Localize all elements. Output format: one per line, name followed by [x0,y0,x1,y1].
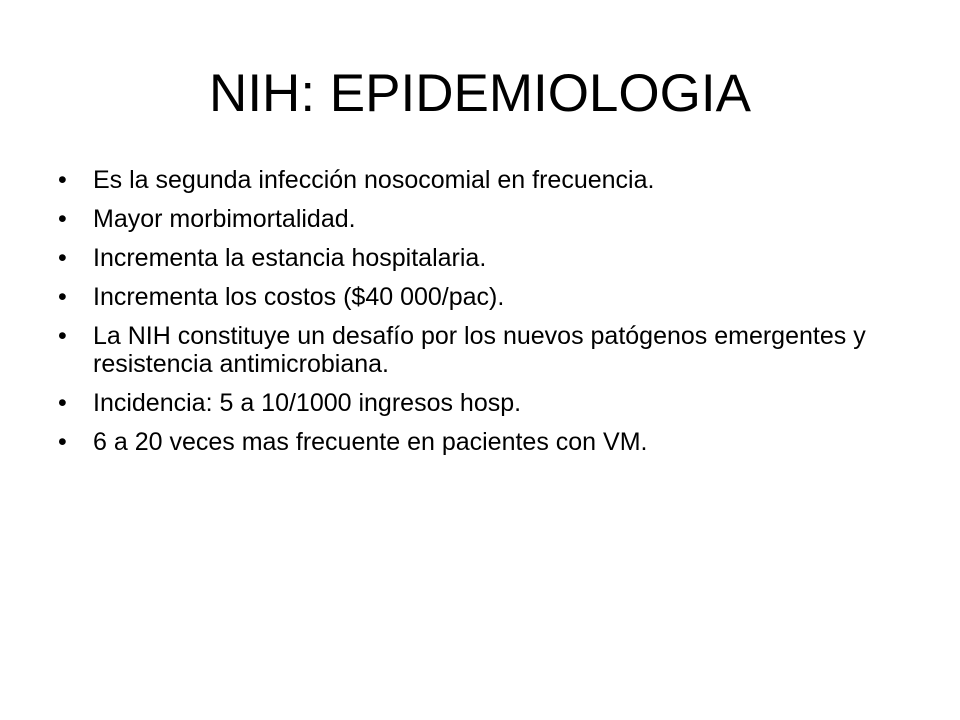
bullet-text: Incidencia: 5 a 10/1000 ingresos hosp. [93,389,522,417]
bullet-text: La NIH constituye un desafío por los nuevos patógenos emergentes y resistencia antimicrobiana. [93,322,866,378]
bullet-text: Incrementa la estancia hospitalaria. [93,244,487,272]
bullet-icon: • [58,389,67,417]
bullet-text: Mayor morbimortalidad. [93,205,356,233]
bullet-item-6 [58,389,918,417]
bullet-text: Es la segunda infección nosocomial en frecuencia. [93,166,655,194]
bullet-icon: • [58,205,67,233]
bullet-icon: • [58,244,67,272]
bullet-item-4 [58,283,918,311]
bullet-icon: • [58,428,67,456]
bullet-text: Incrementa los costos ($40 000/pac). [93,283,505,311]
bullet-text: 6 a 20 veces mas frecuente en pacientes con VM. [93,428,648,456]
bullet-icon: • [58,166,67,194]
bullet-icon: • [58,283,67,311]
bullet-item-3 [58,244,918,272]
bullet-list [58,166,918,467]
bullet-item-1 [58,166,918,194]
bullet-icon: • [58,322,67,350]
bullet-item-5 [58,322,918,378]
bullet-item-7 [58,428,918,456]
slide-title: NIH: EPIDEMIOLOGIA [209,64,751,123]
bullet-item-2 [58,205,918,233]
